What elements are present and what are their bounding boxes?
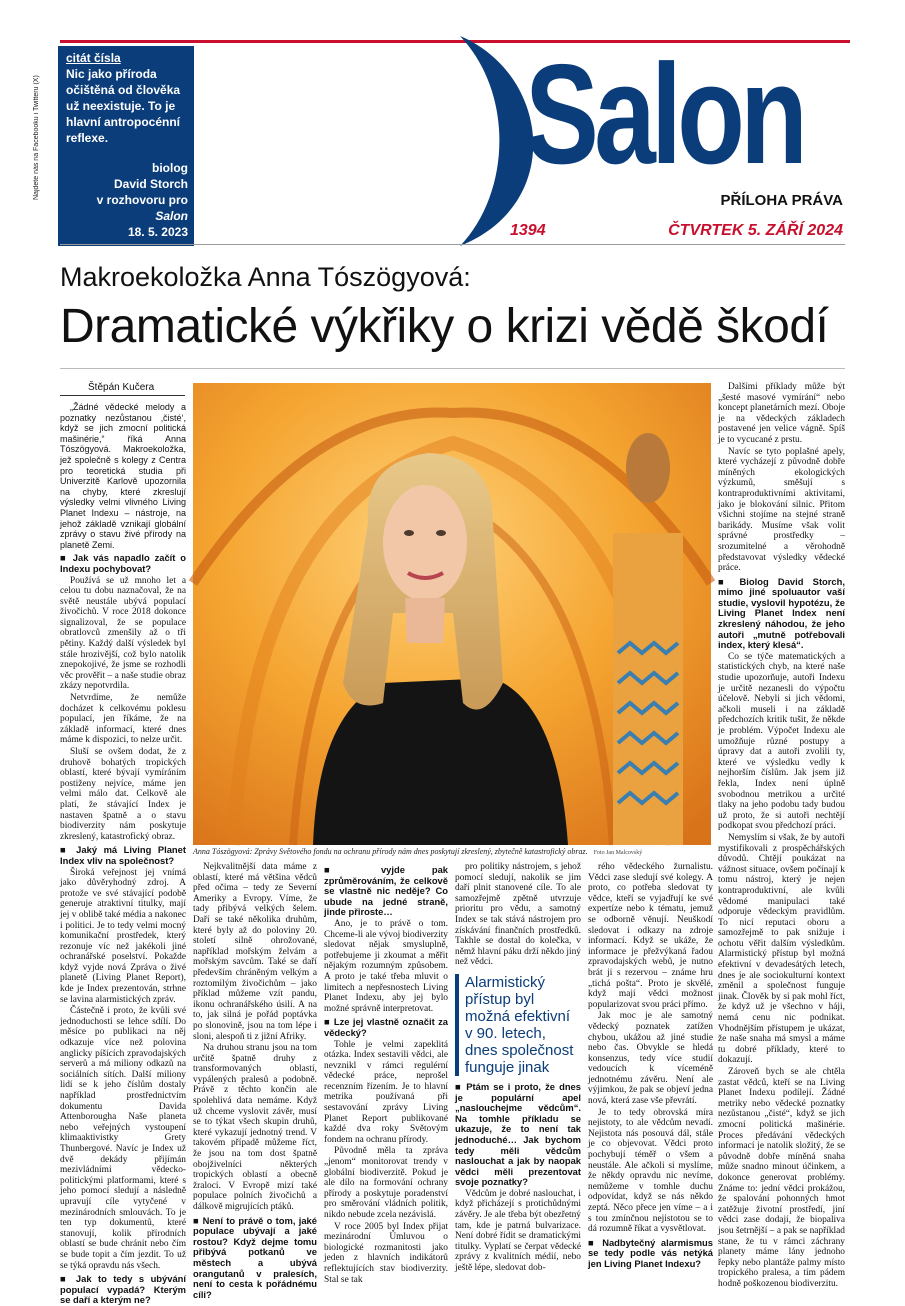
- article-headline: Dramatické výkřiky o krizi vědě škodí: [60, 300, 829, 353]
- paragraph: Navíc se tyto poplašné apely, které vycházejí z původně dobře míněných ekologických výzkumů, směšují s kontraproduktivními aktivitami, jako je blokování silnic. Přitom všichni stojíme na stejné straně barikády. Musíme však volit správné prostředky – srozumitelné a věrohodně představovat výsledky vědecké práce.: [718, 446, 845, 574]
- paragraph: Nejkvalitnější data máme z oblastí, které má většina vědců před očima – tedy ze Severní Ameriky a Evropy. Víme, že tady přibývá velkých šelem. Daří se také několika druhům, které byly až do poloviny 20. století silně ohrožované, například mořským želvám a mořským savcům. Také se daří především chráněným velkým a roztomilým živočichům – jako příklad můžeme vzít pandu, ikonu ochranářského úsilí. A na to, jak silná je pořád poptávka po slonovině, jsou na tom lépe i sloni, alespoň ti z jižní Afriky.: [193, 862, 317, 1042]
- question: ■ Jak to tedy s ubývání populací vypadá? Kterým se daří a kterým ne?: [60, 1274, 186, 1306]
- pullquote: Alarmistický přístup byl možná efektivní v 90. letech, dnes společnost funguje jinak: [455, 974, 581, 1076]
- quote-attribution: [66, 160, 188, 240]
- paragraph: Používá se už mnoho let a celou tu dobu naznačoval, že na světě neustále ubývá populací živočichů. V roce 2018 dokonce signalizoval, že se populace obratlovců zmenšily až o tři pětiny. Každý další výsledek byl stále hrozivější, což bylo natolik znepokojivé, že jsme se rozhodli věc prověřit – a naše studie obraz zkázy nepotvrdila.: [60, 575, 186, 692]
- article-kicker: Makroekoložka Anna Tószögyová:: [60, 262, 471, 292]
- column-5: [588, 862, 713, 1272]
- paragraph: Jak moc je ale samotný vědecký poznatek zatížen chybou, ukážou až jiné studie nebo čas. Obvykle se hledá konsenzus, tedy více studií vedoucích k víceméně jednotnému závěru. Není ale výjimkou, že pak se objeví jedna nová, která zase vše převrátí.: [588, 1011, 713, 1107]
- column-1: [60, 402, 186, 1306]
- paragraph: Zároveň bych se ale chtěla zastat vědců, kteří se na Living Planet Indexu podílejí. Žádné metriky nebo vědecké poznatky nezůstanou „čisté“, když se jich zmocní politická mašinérie. Proces předávání vědeckých informací je natolik složitý, že se původně dobře míněná snaha může snadno minout účinkem, a dokonce generovat problémy. Známe to: jední vědci prokážou, že spalování pohonných hmot zatěžuje životní prostředí, jiní vědci zase dodají, že biopaliva jsou šetrnější – a pak se například stane, že tu v rámci záchrany planety máme lány jednoho řepky nebo plantáže palmy místo tropického pralesa, a tím pádem hodně poškozenou biodiverzitu.: [718, 1067, 845, 1289]
- quote-text: Nic jako příroda očištěná od člověka už neexistuje. To je hlavní antropocénní reflexe.: [66, 67, 181, 145]
- paragraph: pro politiky nástrojem, s jehož pomocí sledují, nakolik se jim daří plnit stanovené cíle. To ale samozřejmě zpětně utvrzuje prioritu pro vědu, a samotný Index se tak stává nástrojem pro získávání finančních prostředků. Takhle se dostal do kolečka, v němž hlavní páku drží někdo jiný než vědci.: [455, 862, 581, 968]
- issue-date: ČTVRTEK 5. ZÁŘÍ 2024: [668, 222, 843, 239]
- photo-caption: Anna Tószögyová: Zprávy Světového fondu na ochranu přírody nám dnes poskytují zkreslený, zbytečně katastrofický obraz. Foto Jan Malcovský: [193, 847, 643, 856]
- paragraph: Co se týče matematických a statistických chyb, na které naše studie upozorňuje, autoři Indexu je určitě nezanesli do výpočtu účelově. Nebyli si jich vědomi, ačkoli museli i na základě předchozích kritik tušit, že někde je problém. Výpočet Indexu ale umožňuje různé postupy a úpravy dat a autoři zvolili ty, které ve výsledku vedly k nejhorším číslům. Jak jsem již řekla, Index není úplně svobodnou metrikou a určité tlaky na jeho podobu tady budou už proto, že si autoři nechtějí podkopat svou předchozí práci.: [718, 651, 845, 832]
- salon-logo: Salon: [525, 35, 804, 194]
- social-note: Najdete nás na Facebooku i Twitteru (X): [33, 75, 40, 200]
- paragraph: Dalšími příklady může být „šesté masové vymírání“ nebo koncept planetárních mezí. Oboje je na vědeckých základech postavené jen velice vágně. Spíš je to vycucané z prstu.: [718, 382, 845, 445]
- column-3: [324, 862, 448, 1285]
- masthead-divider: [60, 244, 845, 245]
- author-byline: Štěpán Kučera: [88, 382, 155, 393]
- lead-paragraph: „Žádné vědecké melody a poznatky nezůstanou ‚čisté‘, když se jich zmocní politická mašinérie,“ říká Anna Tószögyová. Makroekoložka, jež společně s kolegy z Centra pro teoretická studia při Univerzitě Karlově upozornila na chyby, které zkreslují výsledky velmi vlivného Living Planet Indexu – nástroje, na jehož základě vznikají globální zprávy o stavu živé přírody na planetě Zemi.: [60, 402, 186, 550]
- paragraph: rého vědeckého žurnalistu. Vědci zase sledují své kolegy. A proto, co potřeba sledovat ty vědce, kteří se vyjadřují ke své expertíze nebo k tématu, jemuž se odborně věnují. Neuškodí sledovat i odkazy na zdroje informací. Když se ukáže, že informace je přežvýkaná řadou zpravodajských webů, je nutno brát ji s rezervou – známe hru „tichá pošta“. Proto je skvělé, když mají vědci možnost popularizovat svou práci přímo.: [588, 862, 713, 1010]
- paragraph: Vědcům je dobré naslouchat, i když přicházejí s protichůdnými závěry. Je ale třeba být obezřetný tam, kde je patrná bulvarizace. Není dobré řídit se dramatickými titulky. Vyplatí se čerpat vědecké zprávy z kvalitních médií, nebo ještě lépe, sledovat dob-: [455, 1188, 581, 1274]
- paragraph: Částečně i proto, že kvůli své jednoduchosti se lehce sdílí. Do měsíce po publikaci na něj odkazuje více než polovina anglicky píšících zpravodajských serverů a má miliony odkazů na sociálních sítích. Další miliony lidí se k jeho číslům dostaly například prostřednictvím dokumentu Davida Attenborougha Naše planeta nebo veřejných vystoupení klimaaktivistky Grety Thunbergové. Navíc je Index už dvě dekády přijímán mezivládními vědecko-politickými platformami, které s jeho pomocí sledují a následně upravují cíle vytyčené v mezinárodních smlouvách. To je ten typ dokumentů, které stanovují, kolik přírodních oblastí se bude chránit nebo čím se bude topit a čím jezdit. To už se týká opravdu nás všech.: [60, 1006, 186, 1271]
- quote-label[interactable]: citát čísla: [66, 51, 121, 65]
- paragraph: Široká veřejnost jej vnímá jako důvěryhodný zdroj. A protože ve své stávající podobě generuje atraktivní titulky, mají jej v oblibě také média a nakonec i politici. Je to tedy velmi mocný komunikační prostředek, který rezonuje víc než jakékoli jiné ochranářské poselství. Pokažde když vyjde nová Zpráva o živé planetě (Living Planet Report), kde je Index prezentován, strhne se lavina alarmistických zpráv.: [60, 867, 186, 1005]
- paragraph: Je to tedy obrovská míra nejistoty, to ale vědcům nevadí. Nejistota nás posouvá dál, stále je co objevovat. Vědci proto pochybují téměř o všem a neustále. Ale ačkoli si myslíme, že někdy opravdu nic nevíme, nemůžeme v tomhle duchu odpovídat, když se nás někdo zeptá. Něco přece jen víme – a i s tou zmínčnou nejistotou se to dá rozumně říkat a vysvětlovat.: [588, 1107, 713, 1235]
- paragraph: Původně měla ta zpráva „jenom“ monitorovat trendy v globální biodiverzitě. Pokud je ale dílo na formování ochrany přírody a poskytuje poradenství pro směrování vládních politik, nikdo nebude zcela nezávislá.: [324, 1146, 448, 1220]
- quote-attr-context: v rozhovoru pro Salon: [96, 193, 188, 223]
- portrait-photo: [193, 383, 711, 845]
- supplement-label: PŘÍLOHA PRÁVA: [720, 192, 843, 209]
- paragraph: Nemyslím si však, že by autoři mystifikovali z prospěchářských důvodů. Chtějí poukázat na vážnost situace, ovšem počínají k tomu nástroj, který je nejen kontraproduktivní, ale kvůli vědomé manipulaci také odporuje vědeckým pravidlům. To nicí reputaci oboru a samozřejmě to pak snižuje i ochotu věřit dalším výsledkům. Alarmistický přístup byl možná efektivní v devadesátých letech, dnes je ale sociokulturní kontext změnil a společnost funguje jinak. Člověk by si pak mohl říct, že když už je všechno v háji, nemá cenu nic podnikat. Vhodnějším přístupem je ukázat, že naše snaha má smysl a máme tu dobré příklady, které to dokazují.: [718, 832, 845, 1066]
- headline-divider: [60, 368, 845, 369]
- column-2: [193, 862, 317, 1300]
- paragraph: V roce 2005 byl Index přijat mezinárodní Úmluvou o biologické rozmanitosti jako jeden z hlavních indikátorů reflektujících stav biodiverzity. Stal se tak: [324, 1221, 448, 1285]
- quote-of-issue-box: [58, 46, 194, 246]
- quote-attr-source: Salon: [155, 209, 188, 223]
- byline-rule: [60, 395, 185, 396]
- question: ■ Jak vás napadlo začít o Indexu pochybovat?: [60, 553, 186, 574]
- question: ■ Není to právě o tom, jaké populace ubývají a jaké rostou? Když dejme tomu přibývá potkanů ve městech a ubývá orangutanů v pralesích, není to cesta k pořádnému cíli?: [193, 1216, 317, 1301]
- question: ■ vyjde pak zprůměrováním, že celkově se vlastně nic neděje? Co ubude na jedné straně, jinde přiroste…: [324, 865, 448, 918]
- quote-attr-name: David Storch: [113, 177, 188, 191]
- column-4: [455, 862, 581, 1272]
- issue-number: 1394: [510, 222, 546, 239]
- question: ■ Jaký má Living Planet Index vliv na společnost?: [60, 845, 186, 866]
- paragraph: Na druhou stranu jsou na tom určitě špatně druhy z transformovaných oblastí, vypálených pralesů a podobně. Právě z těchto končin ale spolehlivá data nemáme. Když už chceme vyslovit závěr, musí se to týkat všech skupin druhů, které vykazují jednotný trend. V takovém případě můžeme říct, že jsou na tom dost špatně obojživelníci některých tropických oblastí a obecně žraloci. V Evropě mizí také populace polních živočichů a dálkově migrujících ptáků.: [193, 1043, 317, 1212]
- question: ■ Ptám se i proto, že dnes je populární apel „naslouchejme vědcům“. Na tomhle příkladu se ukazuje, že to není tak jednoduché… Jak bychom tedy měli vědcům naslouchat a jak by naopak vědci měli prezentovat svoje poznatky?: [455, 1082, 581, 1188]
- paragraph: Ano, je to právě o tom. Chceme-li ale vývoj biodiverzity sledovat nějak smysluplně, potřebujeme ji zkoumat a měřit nějakým rozumným způsobem. A proto je také třeba mluvit o limitech a nepřesnostech Living Planet Indexu, aby jej bylo možné správně interpretovat.: [324, 918, 448, 1014]
- question: ■ Biolog David Storch, mimo jiné spoluautor vaší studie, vyslovil hypotézu, že Living Planet Index není zkreslený náhodou, že jeho autoři „mutně potřebovali index, který klesá“.: [718, 577, 845, 651]
- question: ■ Nadbytečný alarmismus se tedy podle vás netýká jen Living Planet Indexu?: [588, 1238, 713, 1270]
- paragraph: Sluší se ovšem dodat, že z druhově bohatých tropických oblastí, které bývají vymíráním postiženy nejvíce, máme jen velmi málo dat. Celkově ale platí, že stávající Index je nastaven špatně a o stavu biodiverzity nám poskytuje zkreslený, katastrofický obraz.: [60, 747, 186, 842]
- paragraph: Netvrdíme, že nemůže docházet k celkovému poklesu populací, jen říkáme, že na základě informací, které dnes máme k dispozici, to nelze určit.: [60, 693, 186, 746]
- paragraph: Tohle je velmi zapeklitá otázka. Index sestavili vědci, ale nevznikl v rámci regulérní vědecké práce, neprošel recenzním řízením. Je to hlavní metrika používaná při sestavování zprávy Living Planet Report publikované každé dva roky Světovým fondem na ochranu přírody.: [324, 1039, 448, 1145]
- column-6: [718, 382, 845, 1289]
- photo-credit: Foto Jan Malcovský: [593, 850, 643, 856]
- quote-attr-date: 18. 5. 2023: [127, 225, 188, 239]
- question: ■ Lze jej vlastně označit za vědecký?: [324, 1017, 448, 1038]
- quote-attr-role: biolog: [152, 161, 188, 175]
